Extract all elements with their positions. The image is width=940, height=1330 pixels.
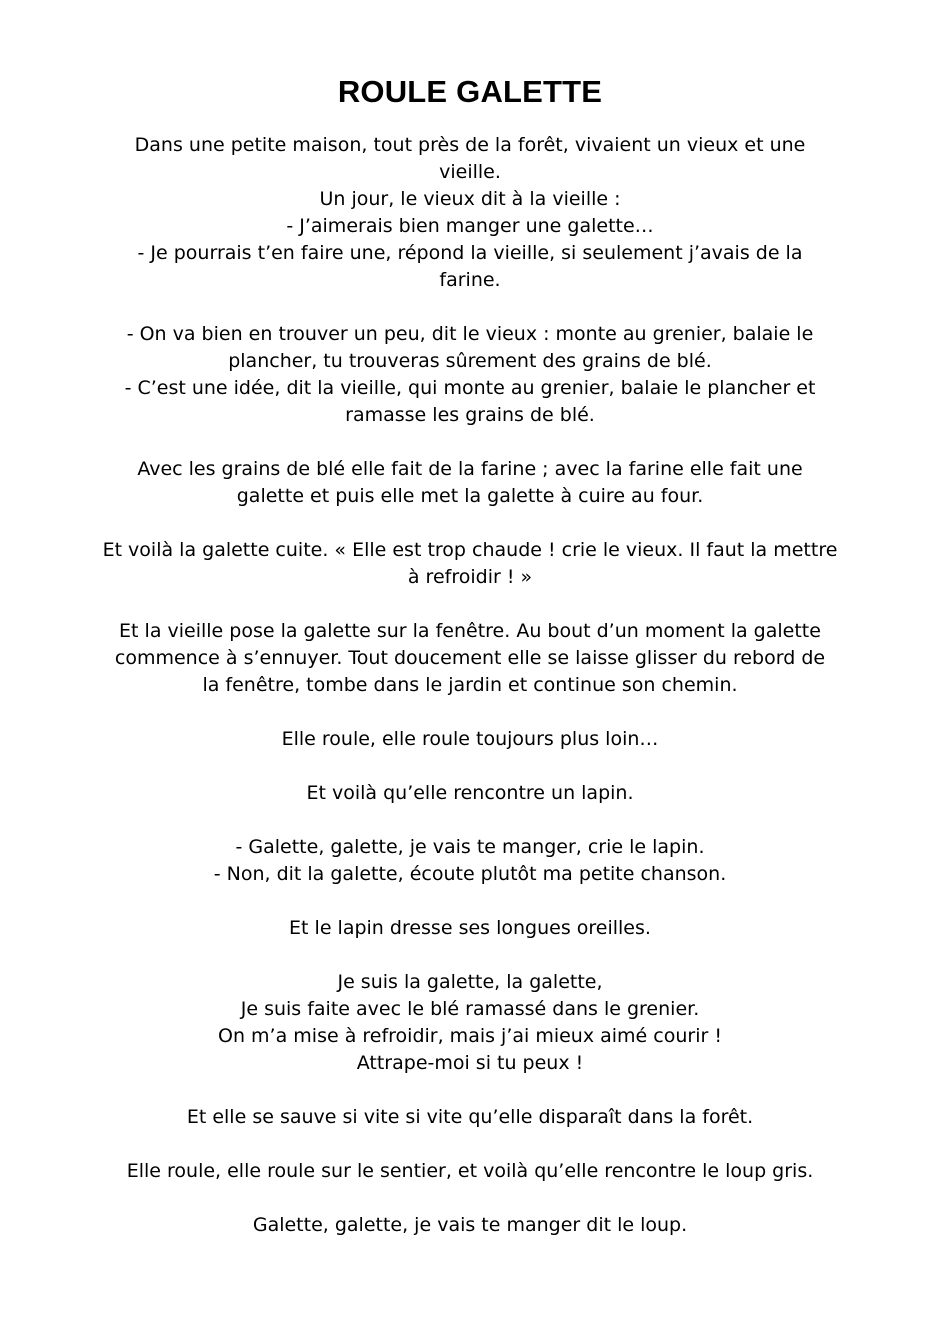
story-paragraph: [60, 321, 880, 429]
story-line: Et la vieille pose la galette sur la fenêtre. Au bout d’un moment la galette: [119, 620, 821, 642]
document-title: ROULE GALETTE: [337, 74, 603, 109]
story-line: à refroidir ! »: [407, 566, 533, 588]
story-paragraph: [60, 618, 880, 699]
story-paragraph: [60, 132, 880, 294]
document-page: [60, 0, 880, 1239]
story-line: On m’a mise à refroidir, mais j’ai mieux aimé courir !: [218, 1025, 722, 1047]
story-paragraph: [60, 1104, 880, 1131]
story-paragraph: [60, 915, 880, 942]
story-paragraph: [60, 1158, 880, 1185]
story-line: plancher, tu trouveras sûrement des grains de blé.: [228, 350, 712, 372]
story-paragraph: [60, 456, 880, 510]
story-line: Attrape-moi si tu peux !: [356, 1052, 584, 1074]
story-line: commence à s’ennuyer. Tout doucement elle se laisse glisser du rebord de: [114, 647, 826, 669]
story-line: - C’est une idée, dit la vieille, qui monte au grenier, balaie le plancher et: [124, 377, 816, 399]
story-line: Je suis faite avec le blé ramassé dans le grenier.: [240, 998, 700, 1020]
story-line: Un jour, le vieux dit à la vieille :: [319, 188, 621, 210]
story-line: Galette, galette, je vais te manger dit le loup.: [252, 1214, 688, 1236]
story-body: [60, 132, 880, 1239]
story-paragraph: [60, 780, 880, 807]
story-line: - Non, dit la galette, écoute plutôt ma petite chanson.: [213, 863, 727, 885]
story-line: ramasse les grains de blé.: [345, 404, 595, 426]
story-line: la fenêtre, tombe dans le jardin et continue son chemin.: [202, 674, 738, 696]
story-line: Et voilà la galette cuite. « Elle est trop chaude ! crie le vieux. Il faut la mettre: [102, 539, 838, 561]
story-line: - J’aimerais bien manger une galette…: [286, 215, 654, 237]
story-line: - Je pourrais t’en faire une, répond la vieille, si seulement j’avais de la: [137, 242, 803, 264]
story-line: Avec les grains de blé elle fait de la farine ; avec la farine elle fait une: [137, 458, 803, 480]
story-line: - Galette, galette, je vais te manger, crie le lapin.: [235, 836, 705, 858]
story-line: Elle roule, elle roule sur le sentier, et voilà qu’elle rencontre le loup gris.: [126, 1160, 814, 1182]
story-line: Et voilà qu’elle rencontre un lapin.: [306, 782, 634, 804]
story-line: farine.: [439, 269, 501, 291]
story-paragraph: [60, 969, 880, 1077]
story-paragraph: [60, 834, 880, 888]
story-paragraph: [60, 537, 880, 591]
story-line: Et le lapin dresse ses longues oreilles.: [289, 917, 651, 939]
story-line: Elle roule, elle roule toujours plus loin…: [281, 728, 659, 750]
story-line: vieille.: [439, 161, 501, 183]
story-paragraph: [60, 1212, 880, 1239]
story-line: Dans une petite maison, tout près de la forêt, vivaient un vieux et une: [134, 134, 806, 156]
story-line: Je suis la galette, la galette,: [337, 971, 603, 993]
story-line: Et elle se sauve si vite si vite qu’elle disparaît dans la forêt.: [186, 1106, 754, 1128]
story-line: - On va bien en trouver un peu, dit le vieux : monte au grenier, balaie le: [126, 323, 814, 345]
story-paragraph: [60, 726, 880, 753]
story-line: galette et puis elle met la galette à cuire au four.: [236, 485, 704, 507]
